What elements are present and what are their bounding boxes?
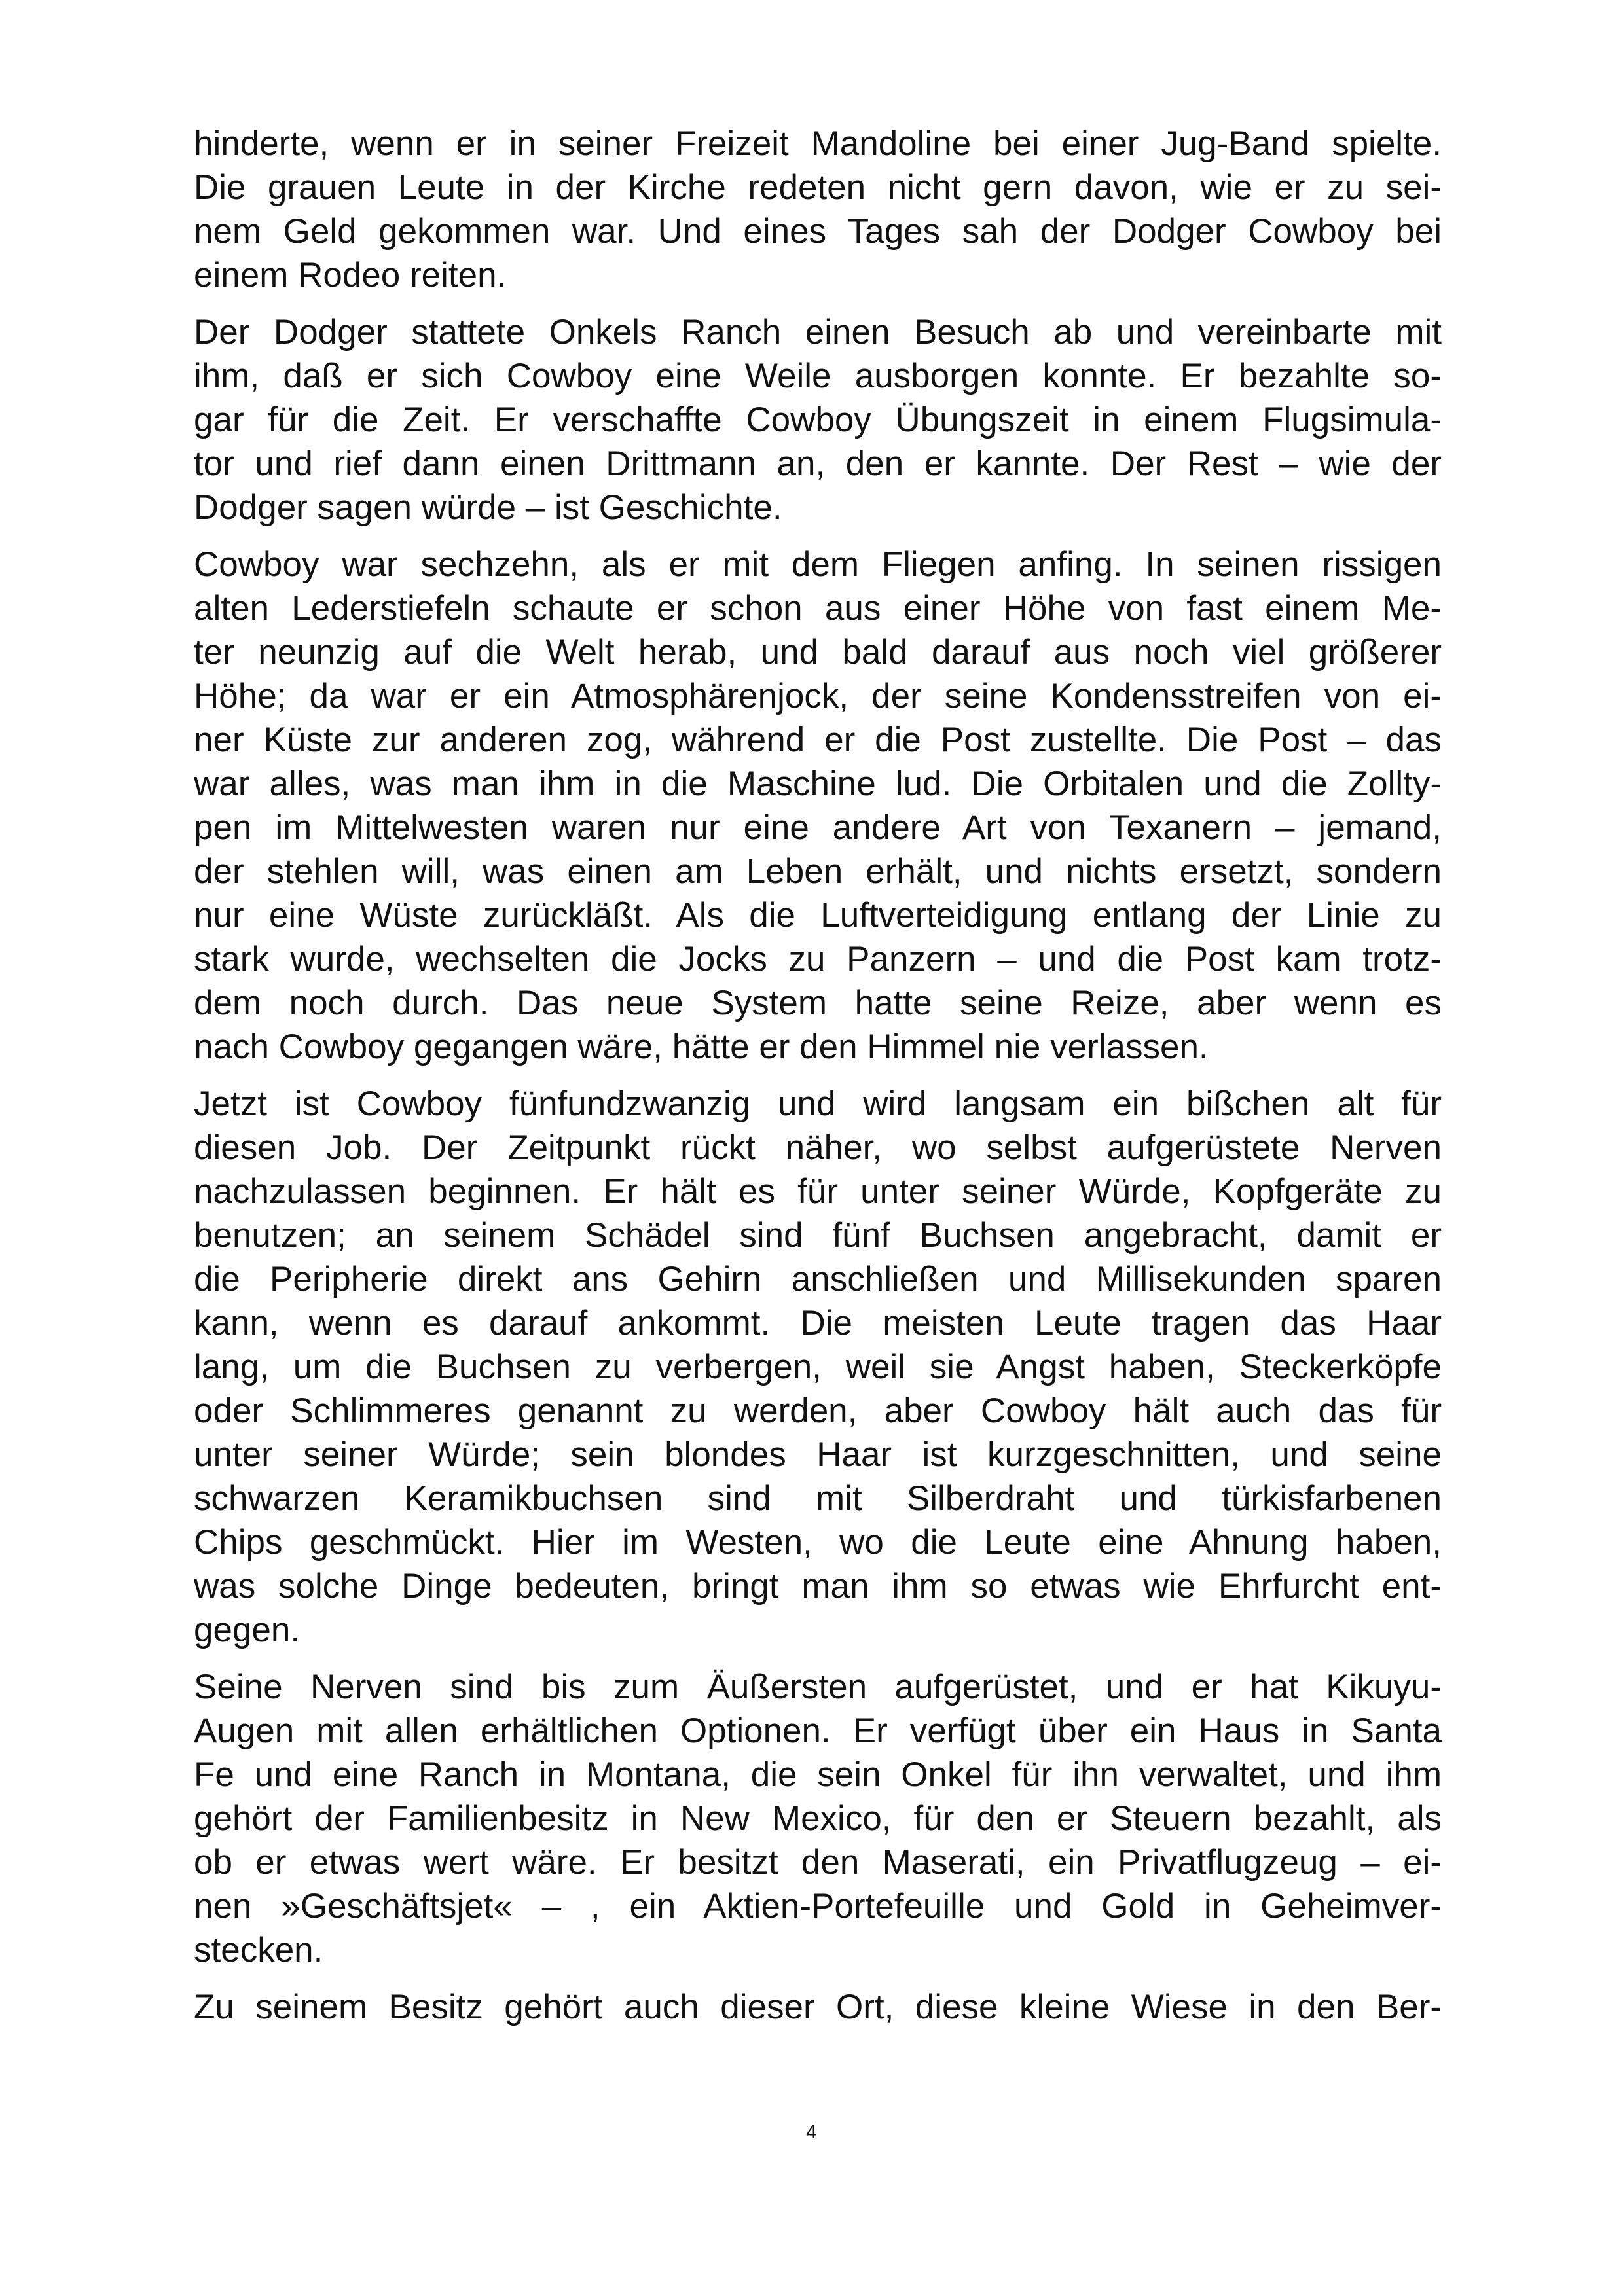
text-line: Höhe; da war er ein Atmosphärenjock, der seine Kondensstreifen von ei- [194,677,1442,715]
text-line: Der Dodger stattete Onkels Ranch einen Besuch ab und vereinbarte mit [194,313,1442,351]
text-line: benutzen; an seinem Schädel sind fünf Buchsen angebracht, damit er [194,1216,1442,1255]
text-line: was solche Dinge bedeuten, bringt man ihm so etwas wie Ehrfurcht ent- [194,1567,1442,1605]
text-line: Augen mit allen erhältlichen Optionen. Er verfügt über ein Haus in Santa [194,1712,1442,1750]
text-line: gegen. [194,1611,301,1649]
text-line: ner Küste zur anderen zog, während er die Post zustellte. Die Post – das [194,721,1442,759]
text-line: unter seiner Würde; sein blondes Haar ist kurzgeschnitten, und seine [194,1435,1442,1474]
text-line: ihm, daß er sich Cowboy eine Weile ausborgen konnte. Er bezahlte so- [194,357,1442,395]
text-line: der stehlen will, was einen am Leben erhält, und nichts ersetzt, sondern [194,852,1442,891]
text-line: Dodger sagen würde – ist Geschichte. [194,488,782,527]
text-line: nur eine Wüste zurückläßt. Als die Luftverteidigung entlang der Linie zu [194,896,1442,935]
text-line: oder Schlimmeres genannt zu werden, aber Cowboy hält auch das für [194,1391,1442,1430]
text-line: schwarzen Keramikbuchsen sind mit Silberdraht und türkisfarbenen [194,1479,1442,1518]
text-line: alten Lederstiefeln schaute er schon aus einer Höhe von fast einem Me- [194,589,1442,628]
text-line: ter neunzig auf die Welt herab, und bald darauf aus noch viel größerer [194,633,1442,672]
text-line: Cowboy war sechzehn, als er mit dem Fliegen anfing. In seinen rissigen [194,545,1442,584]
text-line: pen im Mittelwesten waren nur eine andere Art von Texanern – jemand, [194,808,1442,847]
text-line: kann, wenn es darauf ankommt. Die meisten Leute tragen das Haar [194,1304,1442,1342]
paragraph [194,1985,1442,2029]
paragraph [194,1665,1442,1972]
page-number: 4 [806,2121,817,2143]
text-line: war alles, was man ihm in die Maschine lud. Die Orbitalen und die Zollty- [194,764,1442,803]
text-line: tor und rief dann einen Drittmann an, den er kannte. Der Rest – wie der [194,444,1442,483]
document-body [194,122,1442,2042]
text-line: stecken. [194,1931,323,1969]
paragraph [194,122,1442,297]
text-line: einem Rodeo reiten. [194,256,507,295]
text-line: lang, um die Buchsen zu verbergen, weil sie Angst haben, Steckerköpfe [194,1348,1442,1386]
text-line: gehört der Familienbesitz in New Mexico, für den er Steuern bezahlt, als [194,1799,1442,1838]
text-line: nen »Geschäftsjet« – , ein Aktien-Portefeuille und Gold in Geheimver- [194,1887,1442,1926]
text-line: nem Geld gekommen war. Und eines Tages sah der Dodger Cowboy bei [194,212,1442,251]
text-line: Die grauen Leute in der Kirche redeten nicht gern davon, wie er zu sei- [194,168,1442,207]
text-line: dem noch durch. Das neue System hatte seine Reize, aber wenn es [194,984,1442,1022]
paragraph [194,310,1442,529]
text-line: Zu seinem Besitz gehört auch dieser Ort, diese kleine Wiese in den Ber- [194,1988,1442,2026]
text-line: stark wurde, wechselten die Jocks zu Panzern – und die Post kam trotz- [194,940,1442,978]
text-line: Seine Nerven sind bis zum Äußersten aufgerüstet, und er hat Kikuyu- [194,1668,1442,1706]
paragraph [194,1082,1442,1652]
text-line: nach Cowboy gegangen wäre, hätte er den Himmel nie verlassen. [194,1028,1209,1066]
text-line: Chips geschmückt. Hier im Westen, wo die Leute eine Ahnung haben, [194,1523,1442,1562]
text-line: nachzulassen beginnen. Er hält es für unter seiner Würde, Kopfgeräte zu [194,1172,1442,1211]
text-line: hinderte, wenn er in seiner Freizeit Mandoline bei einer Jug-Band spielte. [194,124,1442,163]
text-line: gar für die Zeit. Er verschaffte Cowboy Übungszeit in einem Flugsimula- [194,401,1442,439]
text-line: Jetzt ist Cowboy fünfundzwanzig und wird langsam ein bißchen alt für [194,1085,1442,1123]
text-line: diesen Job. Der Zeitpunkt rückt näher, wo selbst aufgerüstete Nerven [194,1128,1442,1167]
text-line: Fe und eine Ranch in Montana, die sein Onkel für ihn verwaltet, und ihm [194,1755,1442,1794]
text-line: die Peripherie direkt ans Gehirn anschließen und Millisekunden sparen [194,1260,1442,1299]
paragraph [194,543,1442,1069]
text-line: ob er etwas wert wäre. Er besitzt den Maserati, ein Privatflugzeug – ei- [194,1843,1442,1882]
